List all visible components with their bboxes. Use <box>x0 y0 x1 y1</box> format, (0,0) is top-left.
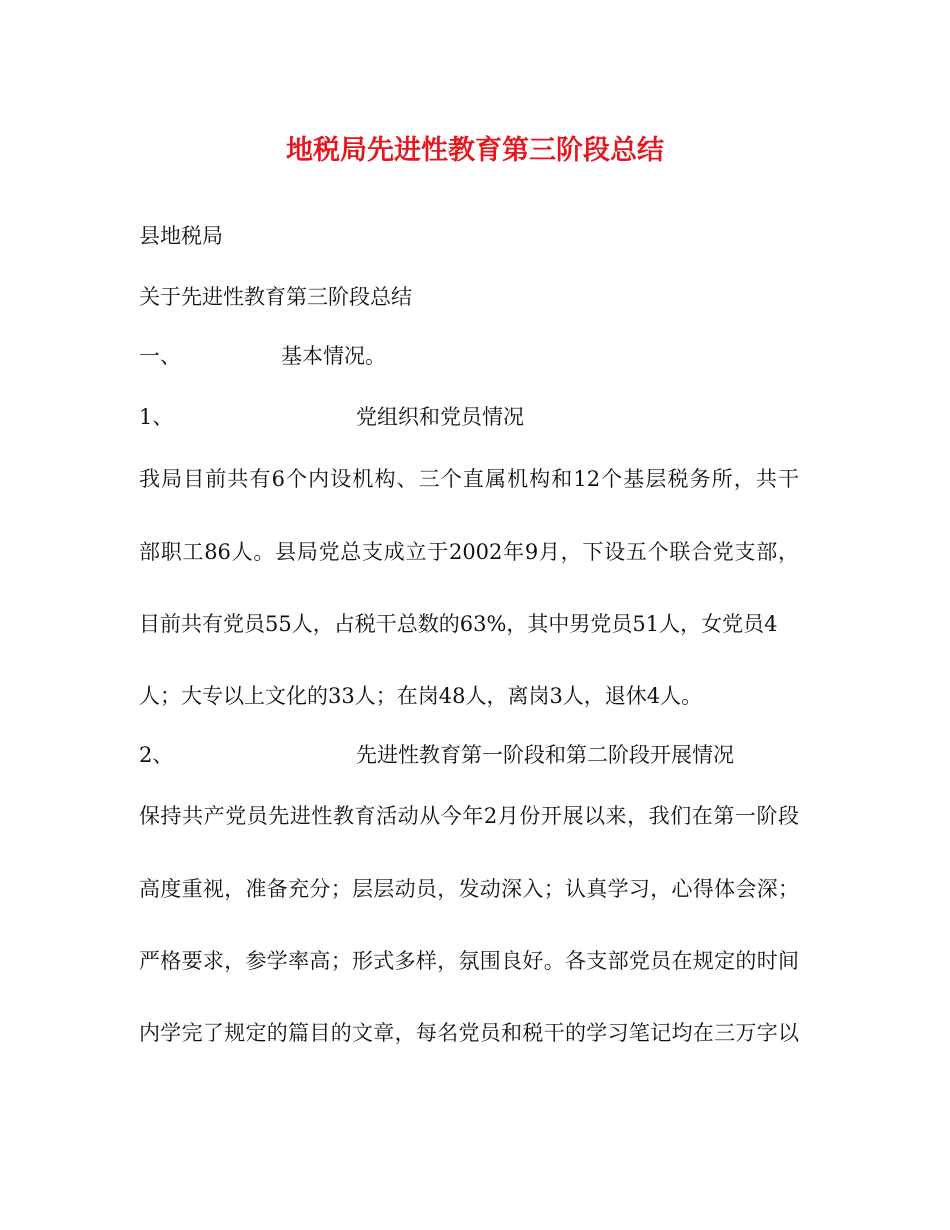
section-number: 一、 <box>139 344 181 368</box>
item-number: 2、 <box>139 743 174 767</box>
paragraph-line: 人；大专以上文化的33人；在岗48人，离岗3人，退休4人。 <box>139 684 703 708</box>
document-subtitle: 关于先进性教育第三阶段总结 <box>139 285 412 309</box>
item-number: 1、 <box>139 405 174 429</box>
item-heading-text: 党组织和党员情况 <box>356 405 524 429</box>
paragraph-line: 部职工86人。县局党总支成立于2002年9月，下设五个联合党支部， <box>139 540 799 564</box>
item-heading-text: 先进性教育第一阶段和第二阶段开展情况 <box>356 743 734 767</box>
paragraph-line: 严格要求，参学率高；形式多样，氛围良好。各支部党员在规定的时间 <box>139 949 799 973</box>
paragraph-line: 我局目前共有6个内设机构、三个直属机构和12个基层税务所，共干 <box>139 467 799 491</box>
item-heading-1 <box>139 402 524 432</box>
section-heading-text: 基本情况。 <box>281 344 386 368</box>
document-title: 地税局先进性教育第三阶段总结 <box>286 135 664 166</box>
organization-name: 县地税局 <box>139 224 223 248</box>
paragraph-line: 保持共产党员先进性教育活动从今年2月份开展以来，我们在第一阶段 <box>139 804 799 828</box>
paragraph-line: 目前共有党员55人，占税干总数的63%，其中男党员51人，女党员4 <box>139 612 778 636</box>
paragraph-line: 内学完了规定的篇目的文章，每名党员和税干的学习笔记均在三万字以 <box>139 1021 799 1045</box>
item-heading-2 <box>139 740 734 770</box>
section-heading-1 <box>139 341 386 371</box>
paragraph-line: 高度重视，准备充分；层层动员，发动深入；认真学习，心得体会深； <box>139 877 799 901</box>
